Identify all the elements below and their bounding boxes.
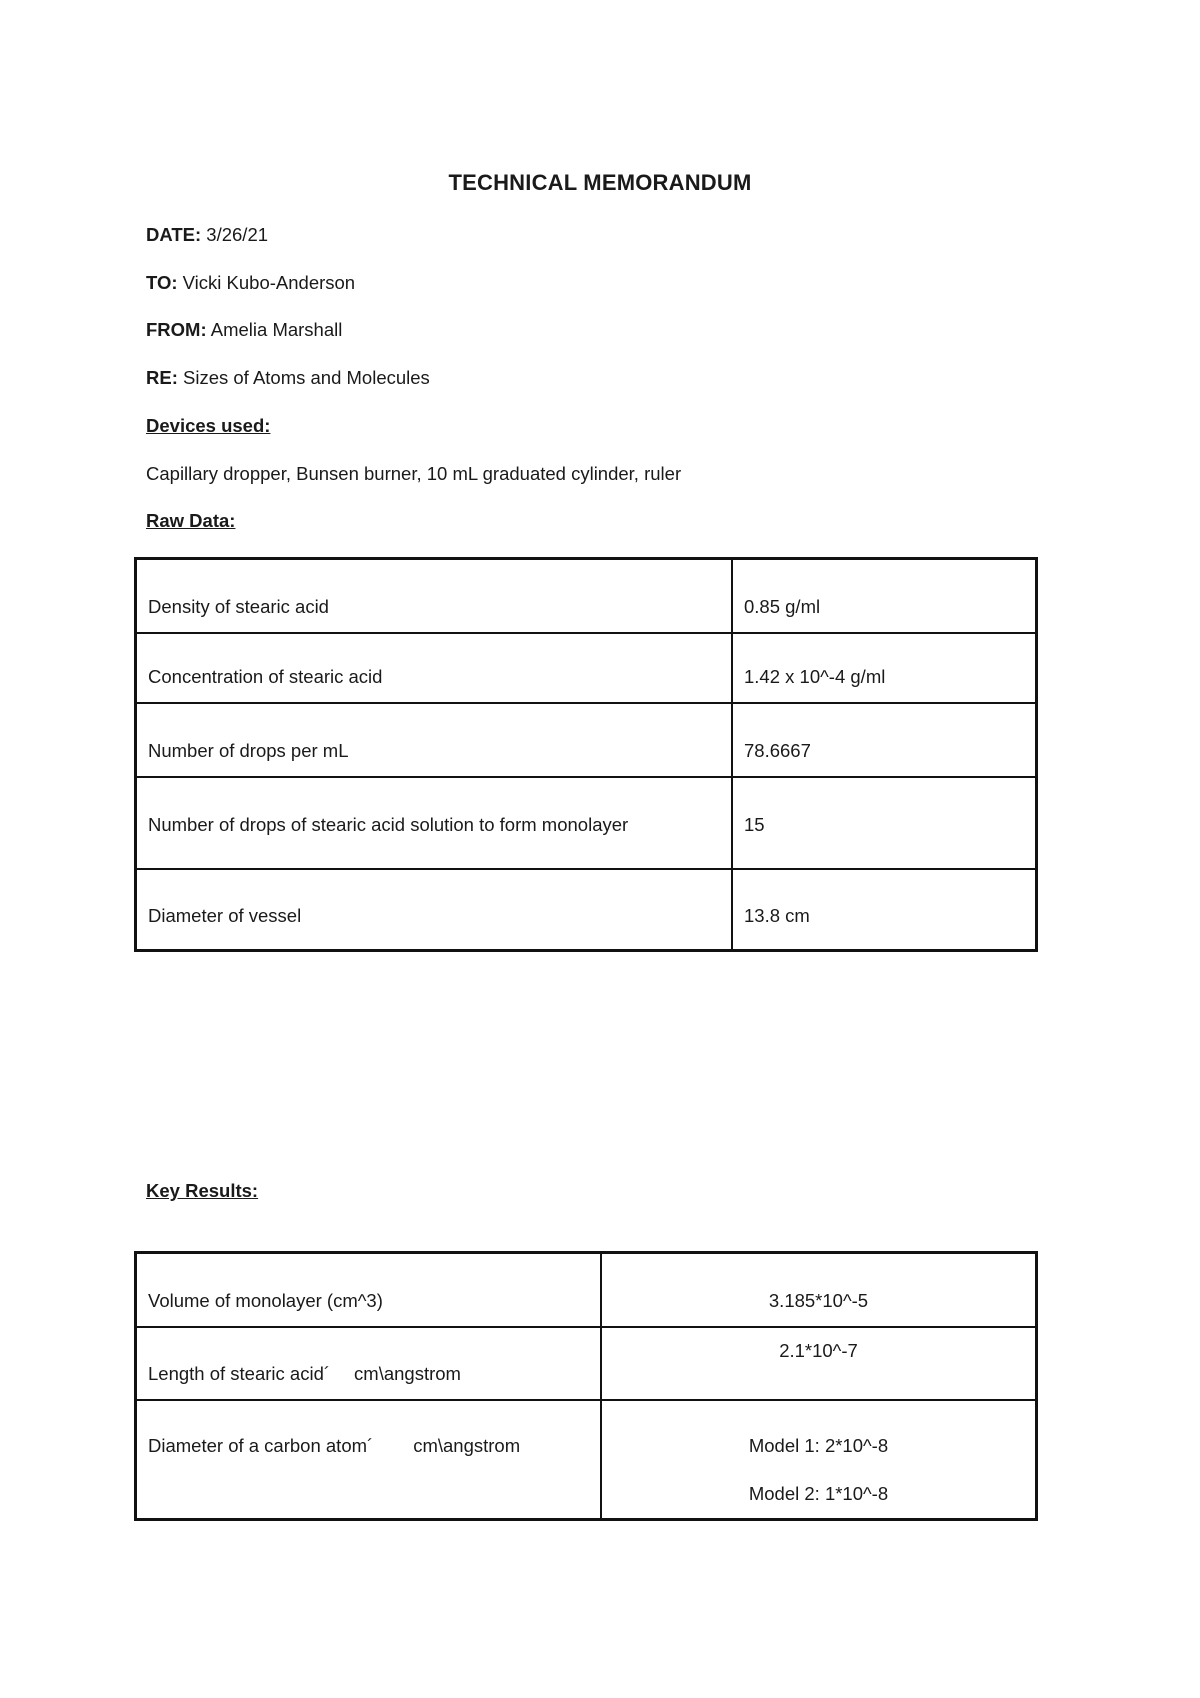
- raw-data-heading: Raw Data:: [146, 510, 236, 531]
- re-field: [146, 367, 430, 389]
- raw-value: 1.42 x 10^-4 g/ml: [732, 633, 1037, 703]
- table-row: [136, 777, 1037, 869]
- from-value: Amelia Marshall: [210, 319, 343, 340]
- key-results-table: [134, 1251, 1038, 1521]
- raw-label: Concentration of stearic acid: [136, 633, 733, 703]
- table-row: [136, 1253, 1037, 1327]
- date-label: DATE:: [146, 224, 202, 245]
- date-value: 3/26/21: [206, 224, 269, 245]
- key-label: Volume of monolayer (cm^3): [136, 1253, 602, 1327]
- raw-value: 13.8 cm: [732, 869, 1037, 951]
- key-value: 3.185*10^-5: [601, 1253, 1037, 1327]
- from-field: [146, 319, 342, 341]
- table-row: [136, 1400, 1037, 1520]
- devices-heading: Devices used:: [146, 415, 271, 436]
- devices-text: Capillary dropper, Bunsen burner, 10 mL graduated cylinder, ruler: [146, 463, 682, 484]
- key-unit: cm\angstrom: [354, 1362, 461, 1384]
- raw-label: Diameter of vessel: [136, 869, 733, 951]
- key-value-cell: [601, 1400, 1037, 1520]
- key-label-cell: Length of stearic acid´ cm\angstrom: [136, 1327, 602, 1400]
- table-row: [136, 1327, 1037, 1400]
- raw-label: Number of drops per mL: [136, 703, 733, 777]
- key-label-cell: Diameter of a carbon atom´ cm\angstrom: [136, 1400, 602, 1520]
- key-label: Diameter of a carbon atom: [148, 1434, 368, 1456]
- table-row: [136, 869, 1037, 951]
- re-value: Sizes of Atoms and Molecules: [183, 367, 430, 388]
- raw-value: 15: [732, 777, 1037, 869]
- table-row: [136, 559, 1037, 633]
- raw-value: 0.85 g/ml: [732, 559, 1037, 633]
- model-2-value: Model 2: 1*10^-8: [748, 1482, 889, 1504]
- key-label: Length of stearic acid: [148, 1362, 324, 1384]
- date-field: [146, 224, 268, 246]
- raw-label: Density of stearic acid: [136, 559, 733, 633]
- raw-data-table: [134, 557, 1038, 952]
- to-label: TO:: [146, 272, 178, 293]
- re-label: RE:: [146, 367, 178, 388]
- raw-label: Number of drops of stearic acid solution to form monolayer: [136, 777, 733, 869]
- key-unit: cm\angstrom: [413, 1434, 521, 1456]
- from-label: FROM:: [146, 319, 207, 340]
- table-row: [136, 633, 1037, 703]
- memo-title: TECHNICAL MEMORANDUM: [448, 170, 752, 195]
- table-row: [136, 703, 1037, 777]
- model-1-value: Model 1: 2*10^-8: [748, 1434, 889, 1456]
- key-results-heading: Key Results:: [146, 1180, 259, 1201]
- to-field: [146, 272, 355, 294]
- raw-value: 78.6667: [732, 703, 1037, 777]
- key-value: 2.1*10^-7: [601, 1327, 1037, 1400]
- to-value: Vicki Kubo-Anderson: [182, 272, 356, 293]
